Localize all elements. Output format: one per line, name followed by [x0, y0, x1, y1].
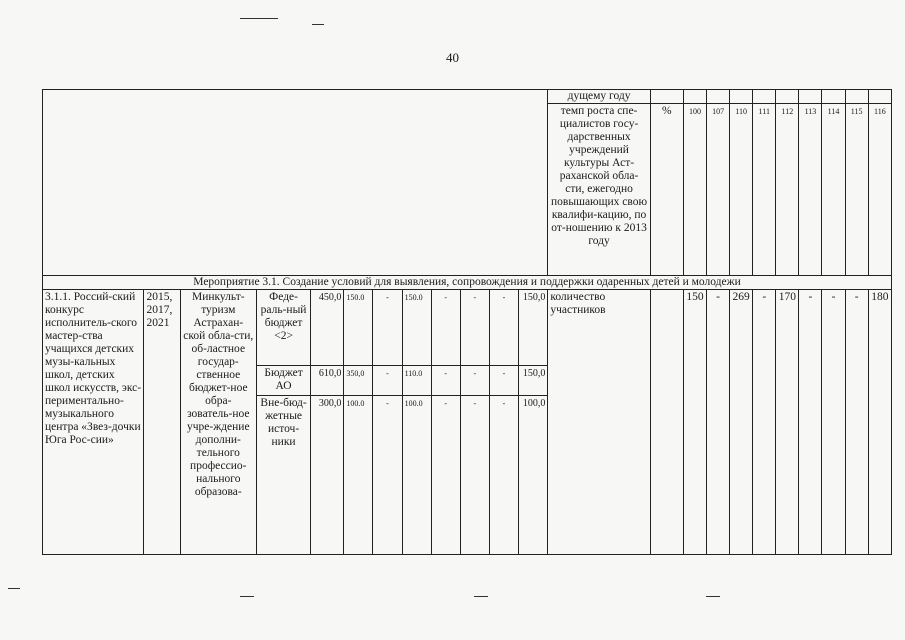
funding-value: 150,0 [519, 366, 548, 396]
indicator-value: 113 [799, 104, 822, 276]
indicator-value: 170 [776, 290, 799, 555]
activity-executor: Минкульт-туризм Астрахан-ской обла-сти, об-ластное государ-ственное бюджет-ное обра-зователь-ное учре-ждение дополни-тельного профессио-нального образова- [180, 290, 256, 555]
indicator-name: темп роста спе-циалистов госу-дарственных учреждений культуры Аст-раханской обла-сти, ежегодно повышающих свою квалифи-кацию, по от-ношению к 2013 году [548, 104, 650, 276]
funding-value: - [431, 290, 460, 366]
indicator-value: 116 [868, 104, 891, 276]
funding-value: 350,0 [344, 366, 373, 396]
funding-value: - [373, 366, 402, 396]
scan-mark [474, 596, 488, 597]
funding-source: Бюджет АО [256, 366, 310, 396]
funding-value: - [489, 396, 518, 555]
indicator-value: - [822, 290, 845, 555]
funding-total: 610,0 [311, 366, 344, 396]
unit: % [650, 104, 683, 276]
indicator-value: 269 [730, 290, 753, 555]
funding-value: 100.0 [402, 396, 431, 555]
indicator-value: 114 [822, 104, 845, 276]
activity-name: 3.1.1. Россий-ский конкурс исполнитель-ского мастер-ства учащихся детских музы-кальных школ, детских школ искусств, экс-периментально-музыкального центра «Звез-дочки Юга Рос-сии» [43, 290, 144, 555]
funding-value: - [489, 366, 518, 396]
funding-value: - [431, 366, 460, 396]
scan-mark [312, 24, 324, 25]
funding-value: - [431, 396, 460, 555]
funding-value: 150.0 [402, 290, 431, 366]
funding-value: 110.0 [402, 366, 431, 396]
indicator-value: 110 [730, 104, 753, 276]
scan-mark [8, 588, 20, 589]
funding-value: - [373, 396, 402, 555]
funding-total: 300,0 [311, 396, 344, 555]
program-table [42, 89, 892, 555]
funding-total: 450,0 [311, 290, 344, 366]
empty-area [43, 90, 548, 276]
indicator-value: 150 [683, 290, 706, 555]
indicator-continuation: дущему году [548, 90, 650, 104]
funding-value: - [489, 290, 518, 366]
funding-value: - [373, 290, 402, 366]
scan-mark [240, 596, 254, 597]
scan-mark [240, 18, 278, 19]
indicator-value: - [753, 290, 776, 555]
funding-value: - [460, 290, 489, 366]
indicator-value: 115 [845, 104, 868, 276]
page-number: 40 [446, 50, 459, 65]
indicator-value: - [707, 290, 730, 555]
funding-value: 100.0 [344, 396, 373, 555]
funding-value: - [460, 366, 489, 396]
activity-indicator: количество участников [548, 290, 650, 555]
indicator-value: 111 [753, 104, 776, 276]
section-heading: Мероприятие 3.1. Создание условий для выявления, сопровождения и поддержки одаренных детей и молодежи [43, 276, 892, 290]
funding-source: Феде-раль-ный бюджет <2> [256, 290, 310, 366]
indicator-value: 112 [776, 104, 799, 276]
funding-source: Вне-бюд-жетные источ-ники [256, 396, 310, 555]
funding-value: 100,0 [519, 396, 548, 555]
funding-value: 150.0 [344, 290, 373, 366]
indicator-value: - [845, 290, 868, 555]
scan-mark [706, 596, 720, 597]
funding-value: 150,0 [519, 290, 548, 366]
indicator-value: 180 [868, 290, 891, 555]
indicator-value: 100 [683, 104, 706, 276]
indicator-value: 107 [707, 104, 730, 276]
indicator-value: - [799, 290, 822, 555]
activity-years: 2015, 2017, 2021 [144, 290, 180, 555]
funding-value: - [460, 396, 489, 555]
